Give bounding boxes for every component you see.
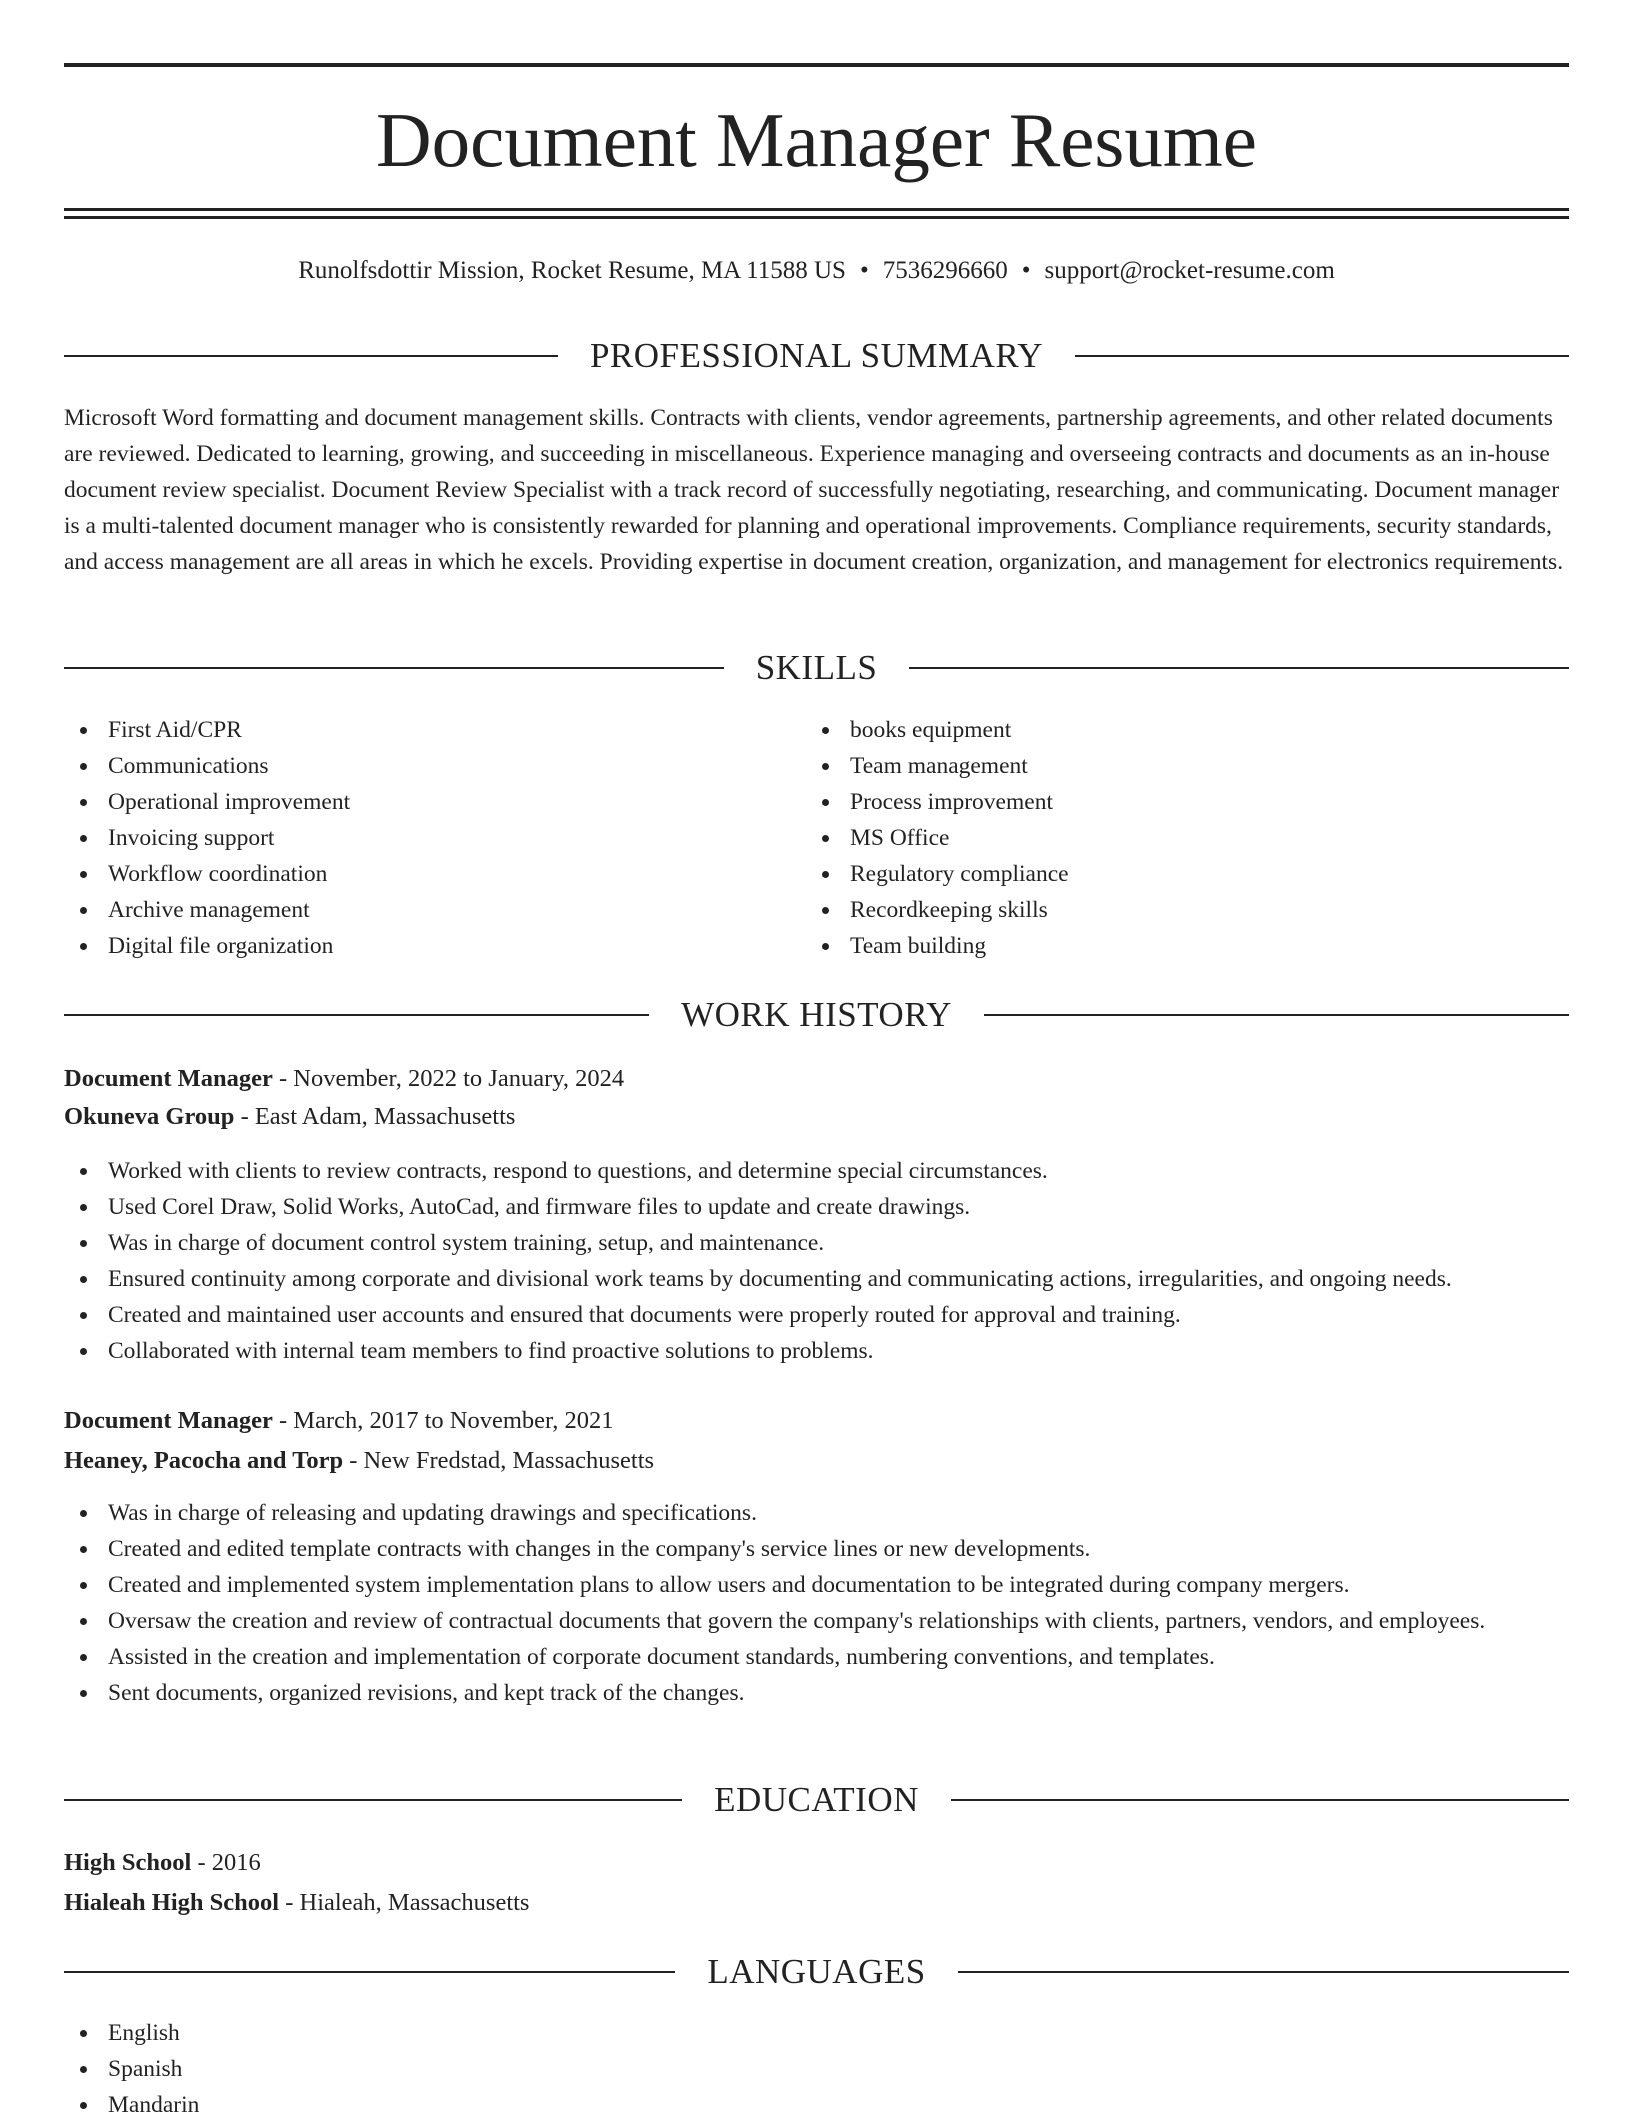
contact-email: support@rocket-resume.com xyxy=(1044,257,1335,284)
skill-item: Process improvement xyxy=(806,784,1506,820)
divider-line xyxy=(64,667,724,669)
education-school-line xyxy=(64,1885,1569,1921)
skill-item: Archive management xyxy=(64,892,764,928)
contact-separator: • xyxy=(859,257,869,284)
section-title-work: WORK HISTORY xyxy=(681,995,952,1034)
divider-line xyxy=(984,1014,1569,1016)
job-bullet: Used Corel Draw, Solid Works, AutoCad, and firmware files to update and create drawings. xyxy=(64,1189,1569,1225)
skill-item: First Aid/CPR xyxy=(64,712,764,748)
language-item: Mandarin xyxy=(64,2087,1569,2123)
job-title-line xyxy=(64,1403,1569,1439)
divider-line xyxy=(64,355,558,357)
section-header-work xyxy=(64,995,1569,1035)
contact-address: Runolfsdottir Mission, Rocket Resume, MA 11588 US xyxy=(298,257,846,284)
job-location: - East Adam, Massachusetts xyxy=(234,1103,516,1130)
skill-item: Operational improvement xyxy=(64,784,764,820)
education-location: - Hialeah, Massachusetts xyxy=(279,1889,530,1916)
skill-item: Invoicing support xyxy=(64,820,764,856)
job-bullets xyxy=(64,1495,1569,1711)
education-school: Hialeah High School xyxy=(64,1889,280,1916)
divider-line xyxy=(64,1799,682,1801)
skill-item: Team building xyxy=(806,928,1506,964)
skill-item: Workflow coordination xyxy=(64,856,764,892)
skill-item: Recordkeeping skills xyxy=(806,892,1506,928)
title-rule-upper xyxy=(64,208,1569,211)
skill-item: books equipment xyxy=(806,712,1506,748)
education-year: - 2016 xyxy=(191,1849,261,1876)
job-bullet: Ensured continuity among corporate and divisional work teams by documenting and communicating actions, irregularities, and ongoing needs. xyxy=(64,1261,1569,1297)
job-bullet: Worked with clients to review contracts, respond to questions, and determine special circumstances. xyxy=(64,1153,1569,1189)
divider-line xyxy=(64,1014,649,1016)
contact-line xyxy=(64,254,1569,288)
skill-item: Communications xyxy=(64,748,764,784)
job-company-line xyxy=(64,1099,1569,1135)
job-bullets xyxy=(64,1153,1569,1369)
job-role: Document Manager xyxy=(64,1407,273,1434)
divider-line xyxy=(1075,355,1569,357)
skill-item: Digital file organization xyxy=(64,928,764,964)
skills-column-right xyxy=(806,712,1506,964)
job-bullet: Assisted in the creation and implementation of corporate document standards, numbering conventions, and templates. xyxy=(64,1639,1569,1675)
job-company: Okuneva Group xyxy=(64,1103,235,1130)
job-bullet: Created and implemented system implementation plans to allow users and documentation to be integrated during company mergers. xyxy=(64,1567,1569,1603)
job-dates: - November, 2022 to January, 2024 xyxy=(272,1065,625,1092)
section-header-summary xyxy=(64,336,1569,376)
job-bullet: Created and edited template contracts with changes in the company's service lines or new developments. xyxy=(64,1531,1569,1567)
divider-line xyxy=(958,1971,1569,1973)
section-title-summary: PROFESSIONAL SUMMARY xyxy=(589,336,1044,375)
education-degree-line xyxy=(64,1845,1569,1881)
job-bullet: Collaborated with internal team members to find proactive solutions to problems. xyxy=(64,1333,1569,1369)
summary-text: Microsoft Word formatting and document management skills. Contracts with clients, vendor agreements, partnership agreements, and other related documents are reviewed. Dedicated to learning, growing, and succeeding in miscellaneous. Experience managing and overseeing contracts and documents as an in-house document review specialist. Document Review Specialist with a track record of successfully negotiating, researching, and communicating. Document manager is a multi-talented document manager who is consistently rewarded for planning and operational improvements. Compliance requirements, security standards, and access management are all areas in which he excels. Providing expertise in document creation, organization, and management for electronics requirements. xyxy=(64,405,1564,575)
resume-title: Document Manager Resume xyxy=(376,97,1257,183)
skill-item: MS Office xyxy=(806,820,1506,856)
skill-item: Regulatory compliance xyxy=(806,856,1506,892)
job-location: - New Fredstad, Massachusetts xyxy=(343,1447,655,1474)
title-rule-lower xyxy=(64,216,1569,219)
job-bullet: Sent documents, organized revisions, and kept track of the changes. xyxy=(64,1675,1569,1711)
education-degree: High School xyxy=(64,1849,192,1876)
job-company-line xyxy=(64,1443,1569,1479)
section-header-languages xyxy=(64,1952,1569,1992)
section-title-education: EDUCATION xyxy=(714,1780,919,1819)
job-title-line xyxy=(64,1061,1569,1097)
divider-line xyxy=(951,1799,1569,1801)
job-bullet: Was in charge of document control system training, setup, and maintenance. xyxy=(64,1225,1569,1261)
section-title-skills: SKILLS xyxy=(755,648,878,687)
section-header-education xyxy=(64,1780,1569,1820)
job-bullet: Oversaw the creation and review of contractual documents that govern the company's relationships with clients, partners, vendors, and employees. xyxy=(64,1603,1569,1639)
job-role: Document Manager xyxy=(64,1065,273,1092)
top-rule xyxy=(64,63,1569,67)
language-item: English xyxy=(64,2015,1569,2051)
skill-item: Team management xyxy=(806,748,1506,784)
section-header-skills xyxy=(64,648,1569,688)
divider-line xyxy=(909,667,1569,669)
contact-separator: • xyxy=(1021,257,1031,284)
job-company: Heaney, Pacocha and Torp xyxy=(64,1447,344,1474)
job-bullet: Was in charge of releasing and updating drawings and specifications. xyxy=(64,1495,1569,1531)
skills-column-left xyxy=(64,712,764,964)
contact-phone: 7536296660 xyxy=(882,257,1008,284)
languages-list xyxy=(64,2015,1569,2123)
job-bullet: Created and maintained user accounts and ensured that documents were properly routed for approval and training. xyxy=(64,1297,1569,1333)
language-item: Spanish xyxy=(64,2051,1569,2087)
section-title-languages: LANGUAGES xyxy=(707,1952,926,1991)
job-dates: - March, 2017 to November, 2021 xyxy=(272,1407,614,1434)
divider-line xyxy=(64,1971,675,1973)
